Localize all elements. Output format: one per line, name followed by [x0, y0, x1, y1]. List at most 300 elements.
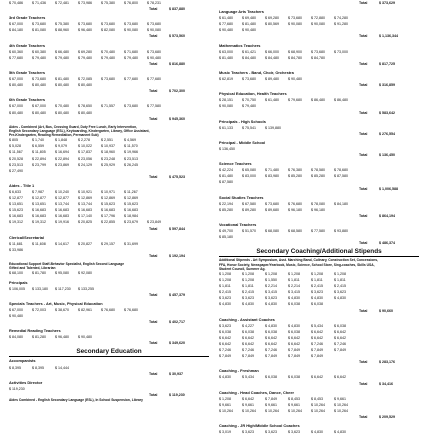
salary-value: $ 73,680 — [32, 22, 46, 27]
salary-value: $ 19,916 — [55, 220, 69, 225]
salary-value: $ 10,264 — [311, 402, 325, 407]
salary-value: $ 4,830 — [219, 302, 231, 307]
total-value: $ 276,554 — [379, 131, 395, 136]
salary-value: $ 16,683 — [55, 214, 69, 219]
total-label: Total — [149, 292, 158, 297]
salary-value: $ 84,180 — [9, 28, 23, 33]
salary-value: $ 5,434 — [311, 323, 323, 328]
salary-value: $ 81,480 — [242, 22, 256, 27]
total-value: $ 209,529 — [379, 415, 395, 419]
salary-value: $ 1,208 — [219, 396, 231, 401]
salary-value: $ 1,811 — [311, 278, 323, 283]
salary-value: $ 12,877 — [32, 196, 46, 201]
salary-value: $ 79,480 — [101, 55, 115, 60]
total-value: $ 373,629 — [379, 1, 395, 5]
salary-value: $ 4,830 — [311, 430, 323, 435]
salary-value: $ 1,811 — [219, 284, 231, 289]
salary-value: $ 75,380 — [55, 22, 69, 27]
salary-value: $ 85,280 — [288, 174, 302, 179]
salary-value: $ 71,436 — [32, 1, 46, 5]
salary-value: $ 20,827 — [78, 241, 92, 246]
total-row — [219, 61, 419, 67]
total-row — [9, 33, 209, 39]
salary-value: $ 90,480 — [9, 313, 23, 318]
section-rule — [219, 256, 419, 257]
salary-value: $ 9,661 — [265, 402, 277, 407]
total-row — [9, 6, 209, 12]
salary-value: $ 89,480 — [265, 77, 279, 82]
salary-value: $ 60,360 — [9, 49, 23, 54]
salary-value: $ 73,000 — [334, 49, 348, 54]
total-row — [9, 319, 209, 325]
group-heading: Accompanists — [9, 358, 36, 364]
total-label: Total — [149, 174, 158, 179]
total-row — [9, 226, 209, 232]
salary-value: $ 7,849 — [288, 348, 300, 353]
salary-value: $ 7,246 — [334, 341, 346, 346]
salary-value: $ 89,680 — [265, 207, 279, 212]
total-label: Total — [359, 415, 368, 419]
salary-value: $ 13,651 — [9, 202, 23, 207]
salary-value: $ 70,750 — [242, 98, 256, 103]
total-row — [9, 116, 209, 122]
salary-value: $ 3,415 — [265, 290, 277, 295]
salary-value: $ 67,000 — [9, 307, 23, 312]
salary-value: $ 90,080 — [288, 22, 302, 27]
salary-value: $ 4,830 — [311, 296, 323, 301]
salary-value: $ 16,683 — [55, 208, 69, 213]
group-heading: 6th Grade Teachers — [9, 97, 46, 103]
salary-value: $ 19,966 — [124, 150, 138, 155]
salary-value: $ 68,580 — [288, 229, 302, 234]
salary-value: $ 3,623 — [265, 296, 277, 301]
total-label: Total — [359, 308, 368, 313]
group-heading: Language Arts Teachers — [219, 9, 264, 15]
salary-value: $ 12,869 — [101, 196, 115, 201]
salary-value: $ 84,480 — [265, 55, 279, 60]
salary-value: $ 1,811 — [242, 284, 254, 289]
salary-value: $ 12,869 — [78, 196, 92, 201]
total-value: $ 817,725 — [379, 61, 395, 66]
salary-value: $ 77,580 — [311, 229, 325, 234]
group-heading: Specials Teachers - Art, Music, Physical Education — [9, 300, 103, 306]
salary-value: $ 10,921 — [78, 190, 92, 194]
total-value: $ 486,374 — [379, 241, 395, 246]
total-row — [9, 371, 209, 377]
salary-value: $ 3,623 — [311, 290, 323, 295]
salary-value: $ 73,680 — [78, 22, 92, 27]
total-value: $ 702,300 — [169, 89, 185, 94]
salary-value: $ 60,380 — [32, 49, 46, 54]
total-value: $ 457,379 — [169, 292, 185, 297]
salary-value: $ 92,080 — [78, 271, 92, 276]
total-row — [219, 359, 419, 365]
right-column — [219, 0, 419, 435]
group-heading: Coaching - Head Coaches, Dance, Cheer — [219, 389, 295, 395]
salary-value: $ 67,000 — [9, 22, 23, 27]
total-row — [219, 110, 419, 116]
group-description: FFA, Honor Society, Newspaper/Yearbook, Music, Science, School Store, Sing-coaches, Skills USA, — [219, 262, 375, 267]
salary-value: $ 10,971 — [101, 190, 115, 194]
group-heading: 5th Grade Teachers — [9, 69, 46, 75]
group-heading: Coaching - Freshman — [219, 368, 259, 374]
total-label: Total — [149, 61, 158, 66]
salary-value: $ 6,642 — [334, 375, 346, 380]
salary-value: $ 6,642 — [288, 335, 300, 340]
salary-value: $ 6,642 — [288, 341, 300, 346]
salary-value: $ 7,849 — [265, 354, 277, 359]
salary-value: $ 10,264 — [334, 402, 348, 407]
salary-value: $ 89,280 — [242, 207, 256, 212]
salary-value: $ 88,960 — [55, 28, 69, 33]
salary-value: $ 73,680 — [311, 49, 325, 54]
group-heading: 3rd Grade Teachers — [9, 15, 46, 21]
salary-value: $ 133,255 — [78, 286, 94, 291]
salary-value: $ 5,028 — [9, 144, 21, 149]
salary-value: $ 33,986 — [9, 247, 23, 252]
salary-value: $ 10,264 — [265, 408, 279, 413]
salary-value: $ 23,513 — [124, 156, 138, 161]
group-heading: Activities Director — [9, 379, 43, 385]
group-heading: Principals - High Schools — [219, 118, 266, 124]
salary-value: $ 75,541 — [242, 125, 256, 130]
salary-value: $ 76,380 — [288, 168, 302, 173]
salary-value: $ 1,811 — [334, 278, 346, 283]
salary-row — [219, 429, 419, 435]
salary-value: $ 6,642 — [311, 329, 323, 334]
salary-value: $ 10,264 — [334, 408, 348, 413]
salary-value: $ 16,694 — [55, 150, 69, 155]
salary-value: $ 73,680 — [265, 201, 279, 206]
total-row — [219, 0, 419, 6]
salary-value: $ 82,080 — [101, 28, 115, 33]
salary-value: $ 61,133 — [219, 125, 233, 130]
salary-value: $ 78,580 — [311, 168, 325, 173]
salary-value: $ 84,080 — [9, 335, 23, 340]
total-label: Total — [359, 131, 368, 136]
salary-value: $ 69,480 — [242, 16, 256, 21]
salary-value: $ 3,415 — [288, 290, 300, 295]
salary-value: $ 10,022 — [78, 144, 92, 149]
salary-value: $ 7,987 — [32, 190, 44, 194]
salary-value: $ 10,240 — [55, 190, 69, 194]
salary-value: $ 70,480 — [101, 49, 115, 54]
salary-value: $ 73,986 — [78, 1, 92, 5]
total-label: Total — [359, 213, 368, 218]
salary-value: $ 7,246 — [242, 348, 254, 353]
salary-value: $ 13,651 — [32, 202, 46, 207]
total-value: $ 573,560 — [169, 34, 185, 39]
salary-value: $ 14,444 — [55, 365, 69, 370]
salary-value: $ 19,312 — [9, 220, 23, 225]
salary-value: $ 4,830 — [265, 302, 277, 307]
salary-value: $ 80,480 — [9, 83, 23, 88]
salary-value: $ 6,642 — [219, 341, 231, 346]
salary-value: $ 20,528 — [9, 156, 23, 161]
total-row — [219, 213, 419, 219]
total-row — [9, 292, 209, 298]
salary-value: $ 1,208 — [265, 271, 277, 276]
salary-value: $ 22,855 — [101, 220, 115, 225]
salary-value: $ 86,480 — [311, 98, 325, 103]
salary-value: $ 6,642 — [334, 335, 346, 340]
salary-value: $ 91,280 — [334, 22, 348, 27]
salary-value: $ 80,569 — [265, 22, 279, 27]
total-row — [219, 414, 419, 420]
salary-value: $ 79,480 — [55, 55, 69, 60]
group-description: Pre-Kindergarten, Reading Remediation, Permanent Sub) — [9, 133, 99, 138]
salary-value: $ 22,894 — [55, 156, 69, 161]
salary-value: $ 74,280 — [334, 16, 348, 21]
salary-value: $ 4,830 — [219, 375, 231, 380]
salary-value: $ 68,900 — [288, 49, 302, 54]
salary-value: $ 81,480 — [219, 55, 233, 60]
salary-value: $ 38,670 — [55, 307, 69, 312]
salary-value: $ 90,080 — [124, 28, 138, 33]
salary-value: $ 70,486 — [9, 1, 23, 5]
salary-value: $ 4,830 — [288, 323, 300, 328]
total-row — [219, 381, 419, 387]
salary-value: $ 7,246 — [265, 348, 277, 353]
salary-value: $ 7,849 — [334, 348, 346, 353]
salary-value: $ 8,395 — [32, 365, 44, 370]
salary-value: $ 31,699 — [124, 241, 138, 246]
total-value: $ 136,450 — [379, 153, 395, 158]
group-heading: Coaching - JR High/Middle School Coaches — [219, 423, 300, 429]
total-label: Total — [149, 34, 158, 39]
salary-value: $ 9,661 — [219, 402, 231, 407]
salary-value: $ 7,849 — [265, 396, 277, 401]
salary-value: $ 69,280 — [78, 49, 92, 54]
salary-value: $ 1,208 — [219, 271, 231, 276]
salary-value: $ 12,877 — [9, 196, 23, 201]
salary-value: $ 83,000 — [242, 174, 256, 179]
salary-value: $ 76,680 — [288, 201, 302, 206]
salary-value: $ 117,230 — [55, 286, 71, 291]
salary-value: $ 11,805 — [32, 150, 46, 155]
salary-value: $ 6,642 — [311, 375, 323, 380]
group-heading: Mathematics Teachers — [219, 42, 261, 48]
salary-value: $ 16,683 — [32, 208, 46, 213]
salary-value: $ 23,513 — [9, 162, 23, 167]
salary-value: $ 23,248 — [101, 156, 115, 161]
salary-value: $ 51,570 — [242, 229, 256, 234]
salary-value: $ 133,180 — [32, 286, 48, 291]
salary-value: $ 9,079 — [55, 144, 67, 149]
salary-value: $ 75,380 — [101, 1, 115, 5]
total-value: $ 316,859 — [379, 83, 395, 88]
salary-value: $ 3,623 — [288, 430, 300, 435]
salary-value: $ 96,180 — [288, 207, 302, 212]
total-row — [219, 33, 419, 39]
salary-value: $ 6,642 — [311, 335, 323, 340]
salary-value: $ 78,680 — [334, 168, 348, 173]
total-label: Total — [359, 34, 368, 39]
salary-value: $ 73,680 — [288, 16, 302, 21]
salary-value: $ 85,280 — [311, 174, 325, 179]
salary-value: $ 29,157 — [101, 241, 115, 246]
salary-value: $ 84,780 — [311, 55, 325, 60]
salary-value: $ 4,830 — [334, 430, 346, 435]
total-value: $ 34,416 — [379, 381, 393, 386]
salary-value: $ 11,681 — [9, 241, 23, 246]
total-value: $ 349,620 — [169, 341, 185, 346]
salary-value: $ 93,880 — [334, 229, 348, 234]
salary-value: $ 5,434 — [242, 375, 254, 380]
total-value: $ 283,176 — [379, 360, 395, 365]
group-heading: Coaching - Assistant Coaches — [219, 316, 275, 322]
group-description: Student Council, Summer Ag. — [219, 266, 266, 271]
salary-value: $ 73,680 — [147, 49, 161, 54]
group-description: Gifted and Talented, Librarian — [9, 266, 56, 271]
salary-value: $ 10,937 — [101, 144, 115, 149]
salary-value: $ 95,080 — [55, 271, 69, 276]
group-heading: Aides - Title 1 — [9, 182, 35, 188]
total-label: Total — [359, 186, 368, 191]
total-label: Total — [149, 320, 158, 325]
salary-value: $ 23,056 — [78, 156, 92, 161]
total-value: $ 119,230 — [169, 392, 185, 397]
salary-value: $ 81,480 — [55, 77, 69, 82]
salary-value: $ 2,415 — [242, 290, 254, 295]
group-heading: Music Teachers - Band, Choir, Orchestra — [219, 69, 294, 75]
salary-value: $ 4,830 — [242, 302, 254, 307]
salary-value: $ 7,246 — [219, 348, 231, 353]
salary-value: $ 72,880 — [311, 16, 325, 21]
salary-value: $ 3,623 — [242, 430, 254, 435]
total-label: Total — [359, 61, 368, 66]
salary-value: $ 80,480 — [9, 110, 23, 115]
salary-value: $ 72,481 — [55, 1, 69, 5]
salary-value: $ 96,480 — [78, 28, 92, 33]
salary-value: $ 79,480 — [78, 55, 92, 60]
salary-value: $ 11,608 — [32, 241, 46, 246]
salary-value: $ 7,849 — [311, 354, 323, 359]
salary-value: $ 77,680 — [219, 22, 233, 27]
total-label: Total — [359, 83, 368, 88]
salary-value: $ 42,224 — [219, 168, 233, 173]
salary-value: $ 84,180 — [334, 201, 348, 206]
salary-value: $ 87,580 — [334, 174, 348, 179]
salary-value: $ 6,633 — [9, 190, 21, 194]
salary-value: $ 79,680 — [288, 98, 302, 103]
salary-value: $ 6,642 — [242, 341, 254, 346]
total-label: Total — [359, 110, 368, 115]
salary-value: $ 3,623 — [242, 296, 254, 301]
salary-value: $ 1,208 — [288, 271, 300, 276]
salary-value: $ 78,650 — [78, 104, 92, 109]
salary-value: $ 10,264 — [311, 408, 325, 413]
salary-value: $ 7,849 — [311, 348, 323, 353]
salary-value: $ 85,180 — [219, 235, 233, 240]
salary-value: $ 6,559 — [32, 144, 44, 149]
salary-value: $ 90,480 — [288, 77, 302, 82]
section-title — [219, 246, 419, 258]
salary-value: $ 16,683 — [124, 208, 138, 213]
salary-value: $ 10,264 — [219, 408, 233, 413]
total-row — [219, 82, 419, 88]
salary-value: $ 15,623 — [124, 202, 138, 207]
total-value: $ 90,660 — [379, 308, 393, 313]
salary-value: $ 16,683 — [9, 214, 23, 219]
salary-value: $ 23,869 — [55, 162, 69, 167]
salary-value: $ 67,000 — [9, 104, 23, 109]
salary-value: $ 6,642 — [242, 396, 254, 401]
salary-value: $ 73,680 — [124, 22, 138, 27]
salary-value: $ 6,038 — [242, 329, 254, 334]
total-label: Total — [359, 153, 368, 158]
total-label: Total — [149, 226, 158, 231]
total-label: Total — [149, 7, 158, 12]
salary-value: $ 23,849 — [147, 220, 161, 225]
total-value: $ 583,642 — [379, 110, 395, 115]
salary-value: $ 6,038 — [334, 323, 346, 328]
group-heading: Vocational Teachers — [219, 222, 257, 227]
total-value: $ 864,194 — [379, 213, 395, 218]
salary-value: $ 18,960 — [101, 150, 115, 155]
salary-value: $ 61,480 — [219, 16, 233, 21]
total-value: $ 945,360 — [169, 116, 185, 121]
total-row — [219, 308, 419, 314]
salary-value: $ 1,811 — [288, 278, 300, 283]
salary-value: $ 6,642 — [334, 329, 346, 334]
salary-value: $ 96,180 — [311, 207, 325, 212]
salary-value: $ 1,740 — [32, 138, 44, 143]
salary-value: $ 86,480 — [334, 98, 348, 103]
salary-value: $ 68,100 — [9, 271, 23, 276]
salary-value: $ 7,246 — [311, 341, 323, 346]
salary-value: $ 73,680 — [242, 77, 256, 82]
salary-value: $ 28,151 — [219, 98, 233, 103]
salary-value: $ 80,480 — [55, 83, 69, 88]
salary-value: $ 23,799 — [32, 162, 46, 167]
salary-value: $ 3,623 — [219, 323, 231, 328]
salary-value: $ 3,019 — [219, 430, 231, 435]
group-description: Additional Stipends - Art Symposium, Asst. Marching Band, Culinary, Construction Set, Concessions, — [219, 258, 379, 263]
salary-value: $ 805 — [9, 138, 18, 143]
total-label: Total — [149, 341, 158, 346]
salary-value: $ 72,003 — [32, 307, 46, 312]
total-value: $ 475,523 — [169, 174, 185, 179]
salary-value: $ 67,000 — [9, 77, 23, 82]
salary-value: $ 82,961 — [78, 307, 92, 312]
total-row — [9, 174, 209, 180]
salary-value: $ 18,984 — [124, 214, 138, 219]
salary-value: $ 8,453 — [311, 396, 323, 401]
total-label: Total — [359, 360, 368, 365]
total-label: Total — [149, 371, 158, 376]
salary-value: $ 2,214 — [265, 284, 277, 289]
salary-value: $ 4,227 — [242, 323, 254, 328]
salary-value: $ 81,080 — [32, 28, 46, 33]
salary-value: $ 14,617 — [55, 241, 69, 246]
salary-value: $ 3,623 — [334, 290, 346, 295]
salary-value: $ 90,080 — [219, 104, 233, 109]
salary-value: $ 11,567 — [9, 150, 23, 155]
salary-value: $ 1,550 — [265, 278, 277, 283]
salary-value: $ 77,580 — [147, 104, 161, 109]
salary-row — [9, 270, 209, 276]
salary-value: $ 6,038 — [265, 375, 277, 380]
total-value: $ 597,844 — [169, 226, 185, 231]
salary-value: $ 71,680 — [124, 49, 138, 54]
salary-value: $ 80,480 — [32, 83, 46, 88]
salary-value: $ 84,780 — [288, 55, 302, 60]
salary-value: $ 11,570 — [124, 144, 138, 149]
salary-value: $ 4,830 — [288, 296, 300, 301]
salary-value: $ 66,480 — [55, 49, 69, 54]
salary-value: $ 12,877 — [55, 196, 69, 201]
